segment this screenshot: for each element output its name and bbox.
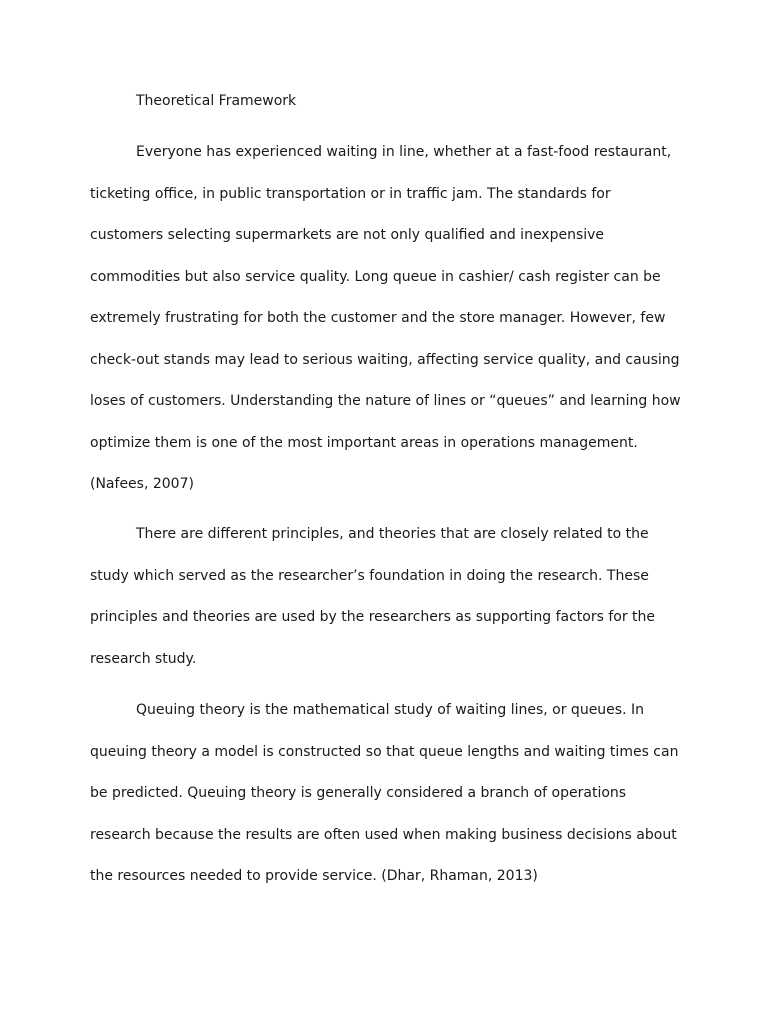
- paragraph-line: research study.: [90, 650, 197, 667]
- paragraph-line: Queuing theory is the mathematical study of waiting lines, or queues. In: [136, 702, 644, 718]
- paragraph-principles: [90, 524, 690, 669]
- paragraph-line: be predicted. Queuing theory is generally considered a branch of operations: [90, 785, 627, 801]
- paragraph-line: principles and theories are used by the researchers as supporting factors for the: [90, 609, 656, 625]
- paragraph-line: check-out stands may lead to serious waiting, affecting service quality, and causing: [90, 351, 680, 368]
- paragraph-line: queuing theory a model is constructed so that queue lengths and waiting times can: [90, 743, 679, 760]
- paragraph-waiting-lines: [90, 142, 690, 494]
- section-heading: Theoretical Framework: [136, 93, 297, 109]
- paragraph-line: ticketing office, in public transportation or in traffic jam. The standards for: [90, 185, 611, 202]
- paragraph-line: loses of customers. Understanding the nature of lines or “queues” and learning how: [90, 393, 681, 409]
- paragraph-line: extremely frustrating for both the customer and the store manager. However, few: [90, 310, 666, 326]
- paragraph-line: There are different principles, and theories that are closely related to the: [136, 526, 649, 542]
- paragraph-line: the resources needed to provide service. (Dhar, Rhaman, 2013): [90, 868, 538, 884]
- paragraph-line: customers selecting supermarkets are not only qualified and inexpensive: [90, 227, 605, 243]
- paragraph-line: study which served as the researcher’s foundation in doing the research. These: [90, 567, 649, 584]
- paragraph-queuing-theory: [90, 700, 690, 886]
- paragraph-line: optimize them is one of the most important areas in operations management.: [90, 434, 638, 451]
- paragraph-line: commodities but also service quality. Long queue in cashier/ cash register can be: [90, 268, 661, 285]
- paragraph-line: Everyone has experienced waiting in line, whether at a fast-food restaurant,: [136, 144, 672, 160]
- citation-line: (Nafees, 2007): [90, 476, 194, 492]
- paragraph-line: research because the results are often used when making business decisions about: [90, 826, 677, 843]
